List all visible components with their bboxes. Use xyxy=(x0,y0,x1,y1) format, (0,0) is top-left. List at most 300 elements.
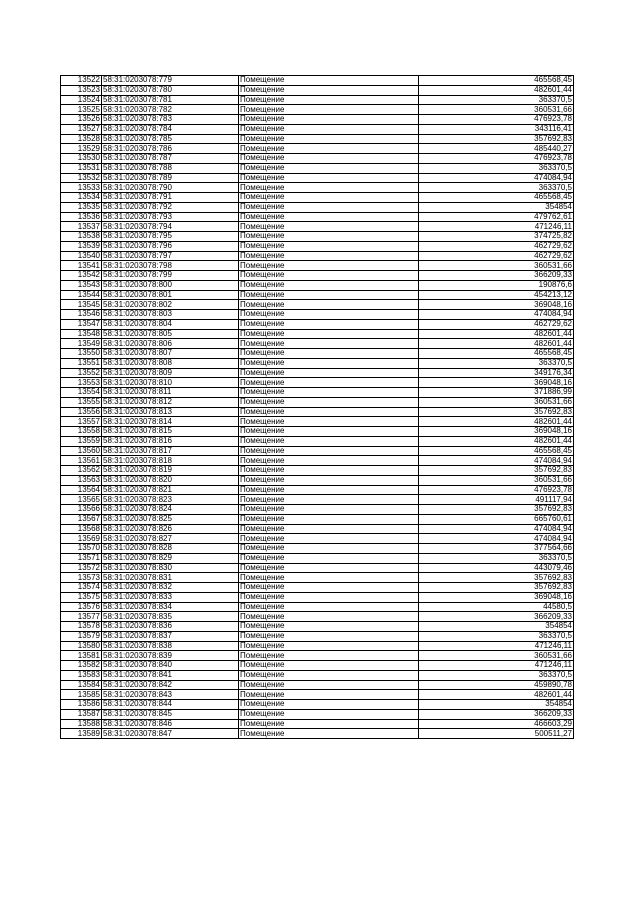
cadastral-value-cell: 363370,5 xyxy=(419,631,574,641)
table-row xyxy=(61,612,574,622)
cadastral-number-cell: 58:31:0203078:799 xyxy=(102,271,239,281)
object-type-cell: Помещение xyxy=(239,397,419,407)
row-number-cell: 13556 xyxy=(61,407,102,417)
table-row xyxy=(61,719,574,729)
object-type-cell: Помещение xyxy=(239,729,419,739)
cadastral-number-cell: 58:31:0203078:807 xyxy=(102,349,239,359)
object-type-cell: Помещение xyxy=(239,280,419,290)
cadastral-number-cell: 58:31:0203078:815 xyxy=(102,427,239,437)
table-row xyxy=(61,251,574,261)
cadastral-value-cell: 500511,27 xyxy=(419,729,574,739)
row-number-cell: 13528 xyxy=(61,134,102,144)
cadastral-number-cell: 58:31:0203078:838 xyxy=(102,641,239,651)
cadastral-number-cell: 58:31:0203078:846 xyxy=(102,719,239,729)
object-type-cell: Помещение xyxy=(239,456,419,466)
row-number-cell: 13559 xyxy=(61,436,102,446)
row-number-cell: 13555 xyxy=(61,397,102,407)
cadastral-number-cell: 58:31:0203078:810 xyxy=(102,378,239,388)
cadastral-value-cell: 471246,11 xyxy=(419,222,574,232)
cadastral-number-cell: 58:31:0203078:820 xyxy=(102,475,239,485)
table-row xyxy=(61,534,574,544)
cadastral-number-cell: 58:31:0203078:831 xyxy=(102,573,239,583)
table-row xyxy=(61,144,574,154)
object-type-cell: Помещение xyxy=(239,290,419,300)
object-type-cell: Помещение xyxy=(239,505,419,515)
cadastral-number-cell: 58:31:0203078:826 xyxy=(102,524,239,534)
row-number-cell: 13552 xyxy=(61,368,102,378)
row-number-cell: 13535 xyxy=(61,202,102,212)
cadastral-value-cell: 482601,44 xyxy=(419,417,574,427)
table-row xyxy=(61,173,574,183)
table-row xyxy=(61,212,574,222)
table-row xyxy=(61,202,574,212)
row-number-cell: 13530 xyxy=(61,154,102,164)
cadastral-value-cell: 443079,46 xyxy=(419,563,574,573)
cadastral-number-cell: 58:31:0203078:816 xyxy=(102,436,239,446)
cadastral-value-cell: 374725,82 xyxy=(419,232,574,242)
row-number-cell: 13525 xyxy=(61,105,102,115)
cadastral-value-cell: 357692,83 xyxy=(419,583,574,593)
cadastral-value-cell: 363370,5 xyxy=(419,553,574,563)
cadastral-value-cell: 491117,94 xyxy=(419,495,574,505)
cadastral-number-cell: 58:31:0203078:805 xyxy=(102,329,239,339)
object-type-cell: Помещение xyxy=(239,544,419,554)
cadastral-value-cell: 474084,94 xyxy=(419,524,574,534)
cadastral-value-cell: 482601,44 xyxy=(419,339,574,349)
table-row xyxy=(61,76,574,86)
cadastral-number-cell: 58:31:0203078:812 xyxy=(102,397,239,407)
row-number-cell: 13544 xyxy=(61,290,102,300)
object-type-cell: Помещение xyxy=(239,436,419,446)
cadastral-value-cell: 459890,78 xyxy=(419,680,574,690)
table-row xyxy=(61,358,574,368)
cadastral-number-cell: 58:31:0203078:800 xyxy=(102,280,239,290)
table-row xyxy=(61,95,574,105)
object-type-cell: Помещение xyxy=(239,407,419,417)
cadastral-number-cell: 58:31:0203078:792 xyxy=(102,202,239,212)
cadastral-value-cell: 479762,61 xyxy=(419,212,574,222)
object-type-cell: Помещение xyxy=(239,212,419,222)
object-type-cell: Помещение xyxy=(239,134,419,144)
table-row xyxy=(61,622,574,632)
object-type-cell: Помещение xyxy=(239,144,419,154)
object-type-cell: Помещение xyxy=(239,573,419,583)
cadastral-value-cell: 369048,16 xyxy=(419,300,574,310)
table-row xyxy=(61,85,574,95)
cadastral-number-cell: 58:31:0203078:793 xyxy=(102,212,239,222)
cadastral-number-cell: 58:31:0203078:844 xyxy=(102,700,239,710)
table-row xyxy=(61,154,574,164)
row-number-cell: 13546 xyxy=(61,310,102,320)
cadastral-value-cell: 357692,83 xyxy=(419,505,574,515)
cadastral-number-cell: 58:31:0203078:780 xyxy=(102,85,239,95)
cadastral-value-cell: 474084,94 xyxy=(419,534,574,544)
table-row xyxy=(61,446,574,456)
object-type-cell: Помещение xyxy=(239,622,419,632)
cadastral-number-cell: 58:31:0203078:830 xyxy=(102,563,239,573)
object-type-cell: Помещение xyxy=(239,193,419,203)
table-row xyxy=(61,680,574,690)
table-row xyxy=(61,729,574,739)
table-row xyxy=(61,436,574,446)
table-row xyxy=(61,485,574,495)
cadastral-value-cell: 471246,11 xyxy=(419,641,574,651)
table-row xyxy=(61,456,574,466)
cadastral-number-cell: 58:31:0203078:840 xyxy=(102,661,239,671)
cadastral-value-cell: 363370,5 xyxy=(419,358,574,368)
cadastral-number-cell: 58:31:0203078:785 xyxy=(102,134,239,144)
object-type-cell: Помещение xyxy=(239,378,419,388)
object-type-cell: Помещение xyxy=(239,524,419,534)
cadastral-value-cell: 476923,78 xyxy=(419,154,574,164)
table-row xyxy=(61,417,574,427)
cadastral-number-cell: 58:31:0203078:845 xyxy=(102,709,239,719)
cadastral-number-cell: 58:31:0203078:796 xyxy=(102,241,239,251)
object-type-cell: Помещение xyxy=(239,583,419,593)
cadastral-number-cell: 58:31:0203078:829 xyxy=(102,553,239,563)
table-row xyxy=(61,592,574,602)
table-row xyxy=(61,339,574,349)
object-type-cell: Помещение xyxy=(239,163,419,173)
object-type-cell: Помещение xyxy=(239,183,419,193)
row-number-cell: 13527 xyxy=(61,124,102,134)
row-number-cell: 13558 xyxy=(61,427,102,437)
cadastral-number-cell: 58:31:0203078:842 xyxy=(102,680,239,690)
cadastral-number-cell: 58:31:0203078:843 xyxy=(102,690,239,700)
table-row xyxy=(61,300,574,310)
cadastral-number-cell: 58:31:0203078:821 xyxy=(102,485,239,495)
cadastral-value-cell: 360531,66 xyxy=(419,261,574,271)
object-type-cell: Помещение xyxy=(239,417,419,427)
object-type-cell: Помещение xyxy=(239,154,419,164)
table-row xyxy=(61,349,574,359)
cadastral-number-cell: 58:31:0203078:841 xyxy=(102,670,239,680)
cadastral-number-cell: 58:31:0203078:787 xyxy=(102,154,239,164)
cadastral-value-cell: 354854 xyxy=(419,700,574,710)
table-row xyxy=(61,241,574,251)
object-type-cell: Помещение xyxy=(239,271,419,281)
cadastral-number-cell: 58:31:0203078:791 xyxy=(102,193,239,203)
object-type-cell: Помещение xyxy=(239,602,419,612)
cadastral-value-cell: 360531,66 xyxy=(419,397,574,407)
cadastral-number-cell: 58:31:0203078:828 xyxy=(102,544,239,554)
cadastral-value-cell: 465568,45 xyxy=(419,76,574,86)
cadastral-value-cell: 377564,66 xyxy=(419,544,574,554)
cadastral-number-cell: 58:31:0203078:794 xyxy=(102,222,239,232)
row-number-cell: 13542 xyxy=(61,271,102,281)
cadastral-number-cell: 58:31:0203078:801 xyxy=(102,290,239,300)
cadastral-value-cell: 474084,94 xyxy=(419,310,574,320)
row-number-cell: 13522 xyxy=(61,76,102,86)
object-type-cell: Помещение xyxy=(239,553,419,563)
cadastral-value-cell: 363370,5 xyxy=(419,163,574,173)
row-number-cell: 13575 xyxy=(61,592,102,602)
cadastral-value-cell: 366209,33 xyxy=(419,612,574,622)
row-number-cell: 13576 xyxy=(61,602,102,612)
row-number-cell: 13543 xyxy=(61,280,102,290)
row-number-cell: 13588 xyxy=(61,719,102,729)
cadastral-number-cell: 58:31:0203078:802 xyxy=(102,300,239,310)
cadastral-number-cell: 58:31:0203078:782 xyxy=(102,105,239,115)
cadastral-value-cell: 462729,62 xyxy=(419,241,574,251)
object-type-cell: Помещение xyxy=(239,241,419,251)
object-type-cell: Помещение xyxy=(239,612,419,622)
row-number-cell: 13569 xyxy=(61,534,102,544)
row-number-cell: 13578 xyxy=(61,622,102,632)
object-type-cell: Помещение xyxy=(239,495,419,505)
table-row xyxy=(61,690,574,700)
object-type-cell: Помещение xyxy=(239,641,419,651)
row-number-cell: 13537 xyxy=(61,222,102,232)
cadastral-value-cell: 360531,66 xyxy=(419,475,574,485)
cadastral-number-cell: 58:31:0203078:788 xyxy=(102,163,239,173)
cadastral-value-cell: 471246,11 xyxy=(419,661,574,671)
cadastral-value-cell: 474084,94 xyxy=(419,173,574,183)
row-number-cell: 13571 xyxy=(61,553,102,563)
row-number-cell: 13567 xyxy=(61,514,102,524)
table-row xyxy=(61,329,574,339)
cadastral-number-cell: 58:31:0203078:819 xyxy=(102,466,239,476)
object-type-cell: Помещение xyxy=(239,466,419,476)
row-number-cell: 13524 xyxy=(61,95,102,105)
table-row xyxy=(61,271,574,281)
object-type-cell: Помещение xyxy=(239,95,419,105)
cadastral-value-cell: 369048,16 xyxy=(419,427,574,437)
table-row xyxy=(61,602,574,612)
row-number-cell: 13573 xyxy=(61,573,102,583)
table-row xyxy=(61,310,574,320)
object-type-cell: Помещение xyxy=(239,76,419,86)
table-row xyxy=(61,661,574,671)
table-row xyxy=(61,553,574,563)
cadastral-value-cell: 476923,78 xyxy=(419,485,574,495)
cadastral-number-cell: 58:31:0203078:827 xyxy=(102,534,239,544)
row-number-cell: 13557 xyxy=(61,417,102,427)
row-number-cell: 13538 xyxy=(61,232,102,242)
row-number-cell: 13577 xyxy=(61,612,102,622)
row-number-cell: 13584 xyxy=(61,680,102,690)
row-number-cell: 13582 xyxy=(61,661,102,671)
object-type-cell: Помещение xyxy=(239,300,419,310)
table-row xyxy=(61,505,574,515)
object-type-cell: Помещение xyxy=(239,534,419,544)
cadastral-value-cell: 476923,78 xyxy=(419,115,574,125)
cadastral-number-cell: 58:31:0203078:789 xyxy=(102,173,239,183)
cadastral-number-cell: 58:31:0203078:813 xyxy=(102,407,239,417)
object-type-cell: Помещение xyxy=(239,514,419,524)
cadastral-value-cell: 466603,29 xyxy=(419,719,574,729)
cadastral-value-cell: 462729,62 xyxy=(419,319,574,329)
table-row xyxy=(61,368,574,378)
row-number-cell: 13532 xyxy=(61,173,102,183)
cadastral-value-cell: 363370,5 xyxy=(419,183,574,193)
cadastral-table xyxy=(60,75,574,739)
object-type-cell: Помещение xyxy=(239,563,419,573)
row-number-cell: 13541 xyxy=(61,261,102,271)
cadastral-value-cell: 482601,44 xyxy=(419,85,574,95)
table-row xyxy=(61,631,574,641)
row-number-cell: 13563 xyxy=(61,475,102,485)
object-type-cell: Помещение xyxy=(239,349,419,359)
row-number-cell: 13579 xyxy=(61,631,102,641)
object-type-cell: Помещение xyxy=(239,310,419,320)
table-row xyxy=(61,183,574,193)
row-number-cell: 13562 xyxy=(61,466,102,476)
object-type-cell: Помещение xyxy=(239,719,419,729)
object-type-cell: Помещение xyxy=(239,85,419,95)
object-type-cell: Помещение xyxy=(239,680,419,690)
cadastral-value-cell: 343116,41 xyxy=(419,124,574,134)
cadastral-number-cell: 58:31:0203078:803 xyxy=(102,310,239,320)
object-type-cell: Помещение xyxy=(239,592,419,602)
object-type-cell: Помещение xyxy=(239,485,419,495)
object-type-cell: Помещение xyxy=(239,475,419,485)
cadastral-value-cell: 363370,5 xyxy=(419,95,574,105)
cadastral-number-cell: 58:31:0203078:795 xyxy=(102,232,239,242)
object-type-cell: Помещение xyxy=(239,105,419,115)
cadastral-number-cell: 58:31:0203078:847 xyxy=(102,729,239,739)
row-number-cell: 13570 xyxy=(61,544,102,554)
row-number-cell: 13580 xyxy=(61,641,102,651)
table-row xyxy=(61,378,574,388)
table-row xyxy=(61,544,574,554)
cadastral-number-cell: 58:31:0203078:823 xyxy=(102,495,239,505)
object-type-cell: Помещение xyxy=(239,202,419,212)
row-number-cell: 13536 xyxy=(61,212,102,222)
row-number-cell: 13581 xyxy=(61,651,102,661)
object-type-cell: Помещение xyxy=(239,709,419,719)
cadastral-number-cell: 58:31:0203078:798 xyxy=(102,261,239,271)
cadastral-number-cell: 58:31:0203078:779 xyxy=(102,76,239,86)
row-number-cell: 13523 xyxy=(61,85,102,95)
cadastral-table-body xyxy=(61,76,574,739)
table-row xyxy=(61,290,574,300)
cadastral-value-cell: 354854 xyxy=(419,202,574,212)
cadastral-value-cell: 454213,12 xyxy=(419,290,574,300)
object-type-cell: Помещение xyxy=(239,700,419,710)
table-row xyxy=(61,124,574,134)
table-row xyxy=(61,407,574,417)
object-type-cell: Помещение xyxy=(239,358,419,368)
cadastral-value-cell: 357692,83 xyxy=(419,407,574,417)
row-number-cell: 13540 xyxy=(61,251,102,261)
cadastral-value-cell: 357692,83 xyxy=(419,466,574,476)
row-number-cell: 13551 xyxy=(61,358,102,368)
object-type-cell: Помещение xyxy=(239,261,419,271)
table-row xyxy=(61,651,574,661)
cadastral-value-cell: 360531,66 xyxy=(419,105,574,115)
row-number-cell: 13566 xyxy=(61,505,102,515)
row-number-cell: 13587 xyxy=(61,709,102,719)
cadastral-value-cell: 482601,44 xyxy=(419,329,574,339)
table-row xyxy=(61,700,574,710)
object-type-cell: Помещение xyxy=(239,661,419,671)
row-number-cell: 13564 xyxy=(61,485,102,495)
cadastral-number-cell: 58:31:0203078:832 xyxy=(102,583,239,593)
table-row xyxy=(61,222,574,232)
table-row xyxy=(61,163,574,173)
table-row xyxy=(61,427,574,437)
row-number-cell: 13547 xyxy=(61,319,102,329)
cadastral-value-cell: 465568,45 xyxy=(419,349,574,359)
object-type-cell: Помещение xyxy=(239,329,419,339)
cadastral-value-cell: 357692,83 xyxy=(419,573,574,583)
object-type-cell: Помещение xyxy=(239,319,419,329)
object-type-cell: Помещение xyxy=(239,339,419,349)
cadastral-value-cell: 357692,83 xyxy=(419,134,574,144)
cadastral-number-cell: 58:31:0203078:808 xyxy=(102,358,239,368)
row-number-cell: 13585 xyxy=(61,690,102,700)
row-number-cell: 13539 xyxy=(61,241,102,251)
cadastral-value-cell: 482601,44 xyxy=(419,436,574,446)
row-number-cell: 13572 xyxy=(61,563,102,573)
cadastral-number-cell: 58:31:0203078:818 xyxy=(102,456,239,466)
cadastral-number-cell: 58:31:0203078:834 xyxy=(102,602,239,612)
row-number-cell: 13574 xyxy=(61,583,102,593)
table-row xyxy=(61,261,574,271)
table-row xyxy=(61,319,574,329)
table-row xyxy=(61,475,574,485)
object-type-cell: Помещение xyxy=(239,115,419,125)
cadastral-number-cell: 58:31:0203078:825 xyxy=(102,514,239,524)
row-number-cell: 13529 xyxy=(61,144,102,154)
cadastral-number-cell: 58:31:0203078:817 xyxy=(102,446,239,456)
row-number-cell: 13583 xyxy=(61,670,102,680)
cadastral-number-cell: 58:31:0203078:797 xyxy=(102,251,239,261)
cadastral-number-cell: 58:31:0203078:790 xyxy=(102,183,239,193)
cadastral-number-cell: 58:31:0203078:824 xyxy=(102,505,239,515)
object-type-cell: Помещение xyxy=(239,251,419,261)
row-number-cell: 13548 xyxy=(61,329,102,339)
cadastral-number-cell: 58:31:0203078:783 xyxy=(102,115,239,125)
object-type-cell: Помещение xyxy=(239,368,419,378)
object-type-cell: Помещение xyxy=(239,232,419,242)
object-type-cell: Помещение xyxy=(239,670,419,680)
object-type-cell: Помещение xyxy=(239,631,419,641)
row-number-cell: 13561 xyxy=(61,456,102,466)
row-number-cell: 13534 xyxy=(61,193,102,203)
cadastral-number-cell: 58:31:0203078:811 xyxy=(102,388,239,398)
row-number-cell: 13586 xyxy=(61,700,102,710)
table-row xyxy=(61,397,574,407)
cadastral-value-cell: 465568,45 xyxy=(419,446,574,456)
object-type-cell: Помещение xyxy=(239,222,419,232)
cadastral-number-cell: 58:31:0203078:839 xyxy=(102,651,239,661)
cadastral-number-cell: 58:31:0203078:809 xyxy=(102,368,239,378)
cadastral-value-cell: 369048,16 xyxy=(419,378,574,388)
cadastral-number-cell: 58:31:0203078:835 xyxy=(102,612,239,622)
table-row xyxy=(61,709,574,719)
cadastral-value-cell: 360531,66 xyxy=(419,651,574,661)
table-row xyxy=(61,280,574,290)
object-type-cell: Помещение xyxy=(239,446,419,456)
cadastral-number-cell: 58:31:0203078:833 xyxy=(102,592,239,602)
cadastral-value-cell: 474084,94 xyxy=(419,456,574,466)
table-row xyxy=(61,583,574,593)
table-row xyxy=(61,115,574,125)
cadastral-value-cell: 366209,33 xyxy=(419,271,574,281)
object-type-cell: Помещение xyxy=(239,427,419,437)
row-number-cell: 13553 xyxy=(61,378,102,388)
object-type-cell: Помещение xyxy=(239,173,419,183)
cadastral-value-cell: 665760,61 xyxy=(419,514,574,524)
cadastral-number-cell: 58:31:0203078:786 xyxy=(102,144,239,154)
table-row xyxy=(61,641,574,651)
row-number-cell: 13554 xyxy=(61,388,102,398)
object-type-cell: Помещение xyxy=(239,690,419,700)
table-row xyxy=(61,563,574,573)
table-row xyxy=(61,670,574,680)
